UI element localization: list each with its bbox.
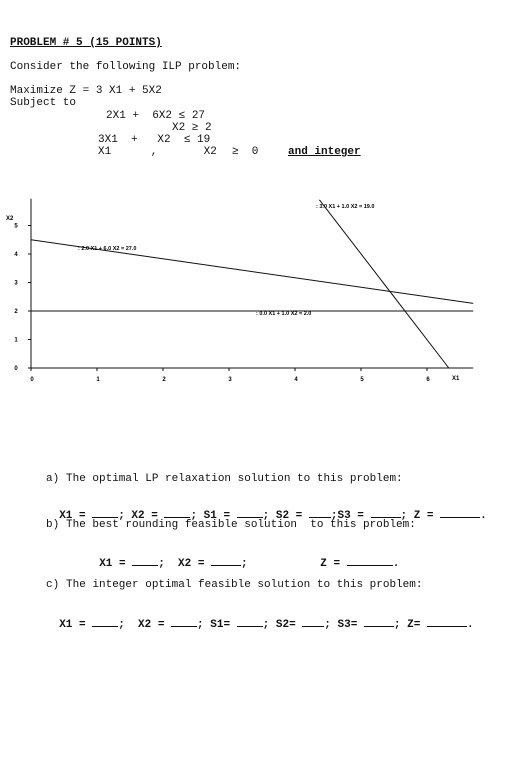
y-tick-label: 2 <box>14 309 18 315</box>
answer-b-sep: ; <box>241 558 248 570</box>
answer-b-x2-blank[interactable] <box>211 556 241 566</box>
y-tick-label: 4 <box>14 252 18 258</box>
x-tick-label: 4 <box>294 377 298 383</box>
answer-a-s2-label: ; S2 = <box>262 510 303 522</box>
answer-a-s1-blank[interactable] <box>237 508 263 518</box>
answer-b-x1-label: X1 = <box>99 558 126 570</box>
answer-a-x1-label: X1 = <box>59 510 86 522</box>
x-tick-label: 1 <box>96 377 100 383</box>
answer-a-x2-label: ; X2 = <box>118 510 158 522</box>
answer-c-x1-label: X1 = <box>59 619 86 631</box>
line-label-3: : 0.0 X1 + 1.0 X2 = 2.0 <box>256 311 312 317</box>
answer-c-s1-label: ; S1= <box>197 619 231 631</box>
answer-c-x2-label: ; X2 = <box>118 619 165 631</box>
subject-to-label: Subject to <box>10 97 77 109</box>
integer-requirement: and integer <box>288 146 361 158</box>
answer-c-s2-label: ; S2= <box>262 619 296 631</box>
answer-c-s2-blank[interactable] <box>302 617 324 627</box>
y-tick-label: 3 <box>14 280 18 287</box>
question-c-text: The integer optimal feasible solution to this problem: <box>66 579 423 591</box>
y-axis-label: X2 <box>6 216 14 222</box>
x-tick-label: 2 <box>162 377 166 383</box>
feasible-region-graph <box>0 165 519 395</box>
answer-c-s1-blank[interactable] <box>237 617 263 627</box>
answer-b-x2-label: ; X2 = <box>158 558 205 570</box>
answer-b-z-blank[interactable] <box>347 556 393 566</box>
chart-ticks <box>14 224 430 384</box>
constraint-2: X2 ≥ 2 <box>172 122 212 134</box>
question-b-text: The best rounding feasible solution to this problem: <box>66 519 416 531</box>
problem-intro: Consider the following ILP problem: <box>10 61 242 73</box>
answer-c-z-label: ; Z= <box>393 619 421 631</box>
answer-a-s3-label: ;S3 = <box>330 510 364 522</box>
answer-c-x2-blank[interactable] <box>171 617 197 627</box>
constraint-1: 2X1 + 6X2 ≤ 27 <box>106 110 206 122</box>
objective-function: Maximize Z = 3 X1 + 5X2 <box>10 85 162 97</box>
answer-a-s1-label: ; S1 = <box>190 510 231 522</box>
answer-a-z-label: ; Z = <box>400 510 434 522</box>
answer-c-s3-blank[interactable] <box>364 617 394 627</box>
chart-axes <box>31 199 473 368</box>
y-tick-label: 5 <box>14 223 18 230</box>
answer-a-x1-blank[interactable] <box>92 508 118 518</box>
answer-a-z-blank[interactable] <box>440 508 480 518</box>
x-tick-label: 0 <box>30 377 34 383</box>
answer-a-x2-blank[interactable] <box>164 508 190 518</box>
answer-a-s2-blank[interactable] <box>309 508 331 518</box>
y-tick-label: 1 <box>14 337 18 344</box>
x-tick-label: 5 <box>360 377 364 383</box>
answer-b-z-label: Z = <box>320 558 341 570</box>
answer-c-s3-label: ; S3= <box>324 619 358 631</box>
question-c-label: c) <box>46 579 60 591</box>
problem-title: PROBLEM # 5 (15 POINTS) <box>10 37 162 49</box>
line-label-1: : 2.0 X1 + 6.0 X2 = 27.0 <box>78 246 137 252</box>
question-b-answers <box>86 543 399 571</box>
chart-series <box>31 200 473 368</box>
answer-b-x1-blank[interactable] <box>132 556 158 566</box>
answer-a-s3-blank[interactable] <box>371 508 401 518</box>
answer-a-end: . <box>480 510 487 522</box>
answer-c-z-blank[interactable] <box>427 617 467 627</box>
x-axis-label: X1 <box>452 376 460 382</box>
constraint-nonneg-vars: X1 , X2 <box>98 146 217 158</box>
x-tick-label: 6 <box>426 377 430 383</box>
y-tick-label: 0 <box>14 366 18 372</box>
answer-b-end: . <box>392 558 400 570</box>
question-b-label: b) <box>46 519 60 531</box>
answer-c-end: . <box>466 619 474 631</box>
x-tick-label: 3 <box>228 377 232 383</box>
question-a-text: The optimal LP relaxation solution to this problem: <box>66 473 403 485</box>
line-label-2: : 3.0 X1 + 1.0 X2 = 19.0 <box>316 204 375 210</box>
constraint-3: 3X1 + X2 ≤ 19 <box>98 134 211 146</box>
question-a-label: a) <box>46 473 60 485</box>
constraint-nonneg-relation: ≥ 0 <box>232 146 259 158</box>
chart-line-labels <box>78 204 374 317</box>
answer-c-x1-blank[interactable] <box>92 617 118 627</box>
question-c-answers <box>46 604 474 632</box>
